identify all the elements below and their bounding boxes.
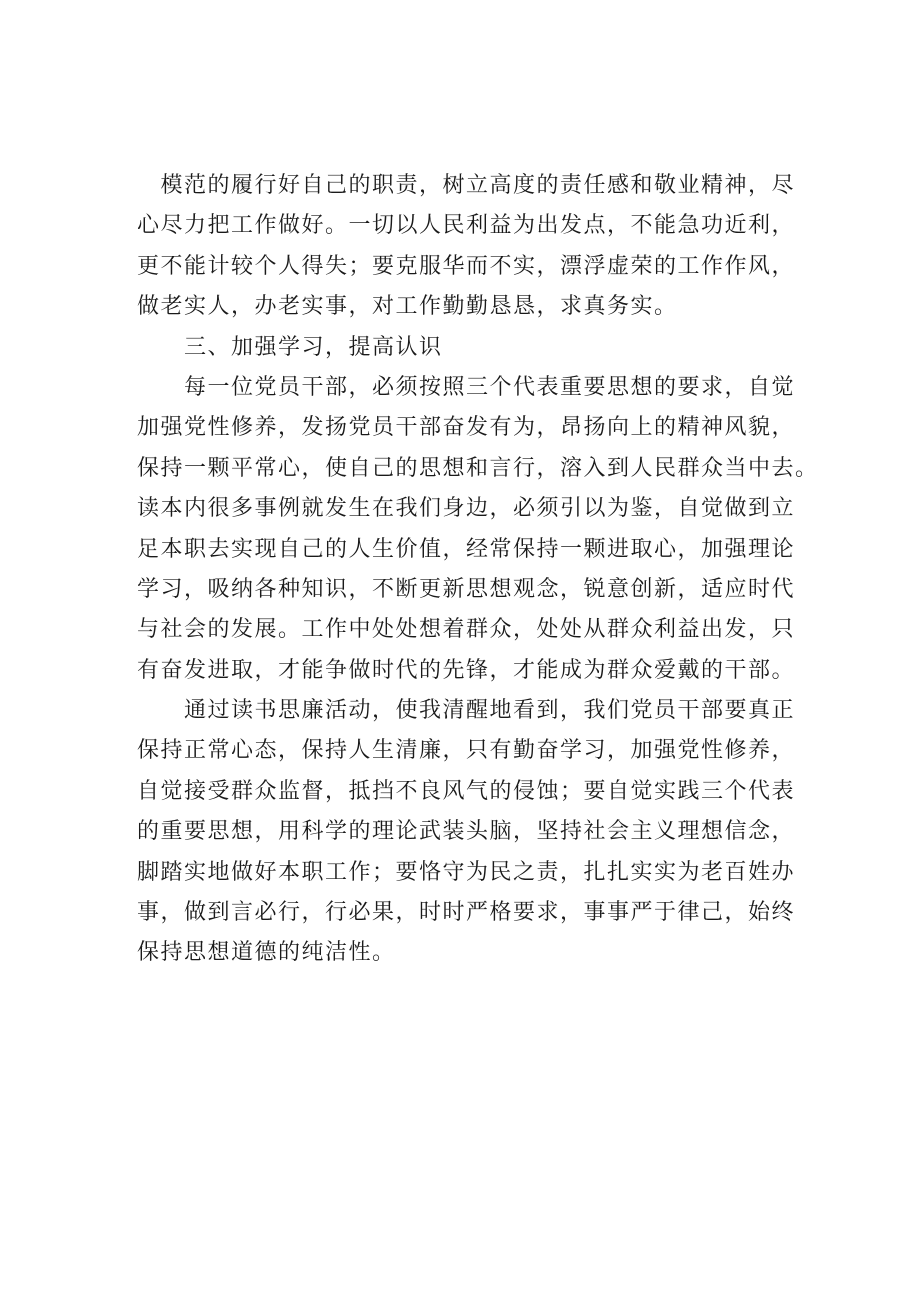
text-line: 心尽力把工作做好。一切以人民利益为出发点，不能急功近利， bbox=[137, 213, 796, 239]
text-line: 脚踏实地做好本职工作；要恪守为民之责，扎扎实实为老百姓办 bbox=[137, 859, 796, 885]
text-line: 通过读书思廉活动，使我清醒地看到，我们党员干部要真正 bbox=[137, 698, 796, 724]
text-line: 学习，吸纳各种知识，不断更新思想观念，锐意创新，适应时代 bbox=[137, 576, 796, 602]
text-line: 保持思想道德的纯洁性。 bbox=[137, 940, 396, 966]
text-line: 足本职去实现自己的人生价值，经常保持一颗进取心，加强理论 bbox=[137, 536, 796, 562]
text-line: 的重要思想，用科学的理论武装头脑，坚持社会主义理想信念， bbox=[137, 819, 796, 845]
text-line: 自觉接受群众监督，抵挡不良风气的侵蚀；要自觉实践三个代表 bbox=[137, 778, 796, 804]
text-line: 有奋发进取，才能争做时代的先锋，才能成为群众爱戴的干部。 bbox=[137, 657, 796, 683]
section-heading: 三、加强学习，提高认识 bbox=[137, 334, 443, 360]
text-line: 读本内很多事例就发生在我们身边，必须引以为鉴，自觉做到立 bbox=[137, 496, 796, 522]
text-line: 模范的履行好自己的职责，树立高度的责任感和敬业精神，尽 bbox=[137, 173, 796, 198]
text-line: 加强党性修养，发扬党员干部奋发有为，昂扬向上的精神风貌， bbox=[137, 415, 796, 441]
text-line: 做老实人，办老实事，对工作勤勤恳恳，求真务实。 bbox=[137, 294, 678, 320]
document-body bbox=[137, 166, 819, 974]
text-line: 每一位党员干部，必须按照三个代表重要思想的要求，自觉 bbox=[137, 374, 796, 400]
text-line: 保持一颗平常心，使自己的思想和言行，溶入到人民群众当中去。 bbox=[137, 455, 819, 481]
text-line: 与社会的发展。工作中处处想着群众，处处从群众利益出发，只 bbox=[137, 617, 796, 643]
text-line: 保持正常心态，保持人生清廉，只有勤奋学习，加强党性修养， bbox=[137, 738, 796, 764]
text-line: 更不能计较个人得失；要克服华而不实，漂浮虚荣的工作作风， bbox=[137, 253, 796, 279]
text-line: 事，做到言必行，行必果，时时严格要求，事事严于律己，始终 bbox=[137, 900, 796, 926]
